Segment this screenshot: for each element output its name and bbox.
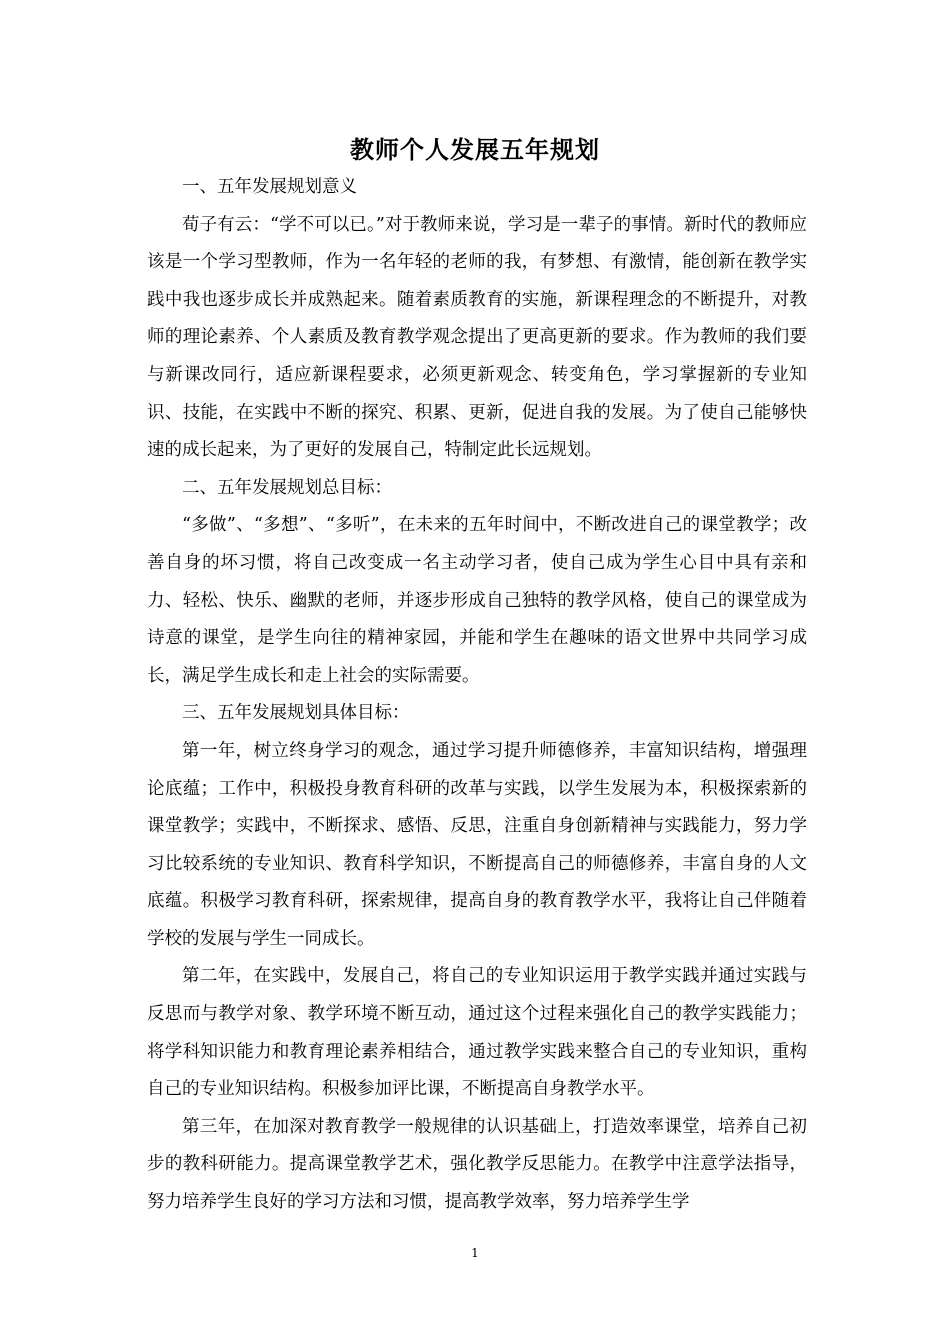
paragraph-significance: 荀子有云：“学不可以已。”对于教师来说，学习是一辈子的事情。新时代的教师应该是一个学习型教师，作为一名年轻的老师的我，有梦想、有激情，能创新在教学实践中我也逐步成长并成熟起来。随着素质教育的实施，新课程理念的不断提升，对教师的理论素养、个人素质及教育教学观念提出了更高更新的要求。作为教师的我们要与新课改同行，适应新课程要求，必须更新观念、转变角色，学习掌握新的专业知识、技能，在实践中不断的探究、积累、更新，促进自我的发展。为了使自己能够快速的成长起来，为了更好的发展自己，特制定此长远规划。 xyxy=(147,214,807,461)
document-body xyxy=(147,169,807,1222)
section-heading-2: 二、五年发展规划总目标： xyxy=(182,477,392,498)
paragraph-year-three: 第三年，在加深对教育教学一般规律的认识基础上，打造效率课堂，培养自己初步的教科研能力。提高课堂教学艺术，强化教学反思能力。在教学中注意学法指导，努力培养学生良好的学习方法和习惯，提高教学效率，努力培养学生学 xyxy=(147,1116,807,1213)
paragraph-year-one: 第一年，树立终身学习的观念，通过学习提升师德修养，丰富知识结构，增强理论底蕴；工作中，积极投身教育科研的改革与实践，以学生发展为本，积极探索新的课堂教学；实践中，不断探求、感悟、反思，注重自身创新精神与实践能力，努力学习比较系统的专业知识、教育科学知识，不断提高自己的师德修养，丰富自身的人文底蕴。积极学习教育科研，探索规律，提高自身的教育教学水平，我将让自己伴随着学校的发展与学生一同成长。 xyxy=(147,740,807,949)
section-heading-1: 一、五年发展规划意义 xyxy=(182,177,357,197)
paragraph-overall-goal: “多做”、“多想”、“多听”，在未来的五年时间中，不断改进自己的课堂教学；改善自身的坏习惯，将自己改变成一名主动学习者，使自己成为学生心目中具有亲和力、轻松、快乐、幽默的老师，并逐步形成自己独特的教学风格，使自己的课堂成为诗意的课堂，是学生向往的精神家园，并能和学生在趣味的语文世界中共同学习成长，满足学生成长和走上社会的实际需要。 xyxy=(147,515,807,686)
page-number: 1 xyxy=(471,1246,479,1260)
section-heading-3: 三、五年发展规划具体目标： xyxy=(182,703,410,724)
document-title: 教师个人发展五年规划 xyxy=(350,135,600,164)
paragraph-year-two: 第二年，在实践中，发展自己，将自己的专业知识运用于教学实践并通过实践与反思而与教学对象、教学环境不断互动，通过这个过程来强化自己的教学实践能力；将学科知识能力和教育理论素养相结合，通过教学实践来整合自己的专业知识，重构自己的专业知识结构。积极参加评比课，不断提高自身教学水平。 xyxy=(147,966,807,1100)
